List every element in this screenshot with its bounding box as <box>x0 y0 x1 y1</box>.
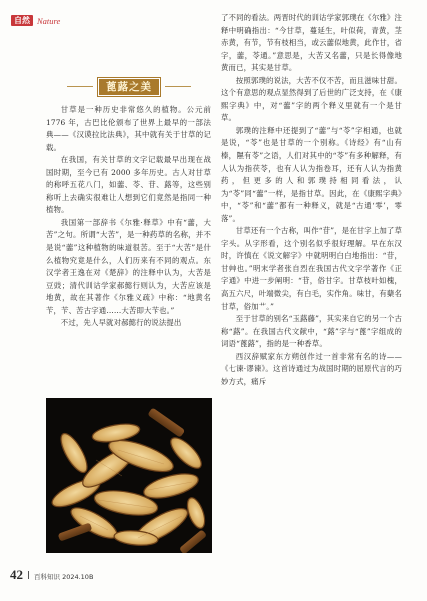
paragraph: 甘草还有一个古称，叫作“苷”，是在甘字上加了草字头。从字形看，这个别名似乎很好理解。早在东汉时，许慎在《说文解字》中就明明白白地指出：“苷，甘艸也。”明末学者张自烈在我国古代文字学著作《正字通》中进一步阐明：“苷，俗甘字。甘草枝叶如槐，高五六尺，叶端微尖，有白毛，实作角。味甘，有蘖名甘草，俗加艹。” <box>221 226 403 311</box>
page-footer <box>10 567 93 583</box>
paragraph: 不过，先人早就对郝懿行的说法提出 <box>60 318 182 328</box>
paragraph: 我国第一部辞书《尔雅·释草》中有“蘦，大苦”之句。所谓“大苦”，是一种药草的名称，并不是说“蘦”这种植物的味道很苦。至于“大苦”是什么植物究竟是什么，人们历来有不同的观点。东汉学者王逸在对《楚辞》的注释中认为，大苦是豆豉；清代训诂学家郝懿行则认为，大苦应该是地黄，故在其著作《尔雅义疏》中称：“地黄名苄，苄、苦古字通……大苦即大苄也。” <box>46 217 211 315</box>
paragraph: 至于甘草的别名“玉蕗藤”，其实来自它的另一个古称“蕗”。在我国古代文献中，“蕗”字与“蓖”字组成的词语“蓖蕗”，指的是一种香草。 <box>221 314 403 349</box>
paragraph: 西汉辞赋家东方朔创作过一首非常有名的诗——《七谏·谬谏》。这首诗通过为战国时期的屈原代言的巧妙方式，痛斥 <box>221 351 402 386</box>
right-column <box>221 12 402 388</box>
article-title: 蓖蕗之美 <box>99 79 159 95</box>
licorice-photo <box>46 398 212 553</box>
paragraph: 甘草是一种历史非常悠久的植物。公元前 1776 年，古巴比伦颁布了世界上最早的一部法典——《汉谟拉比法典》，其中就有关于甘草的记载。 <box>46 105 211 152</box>
licorice-slices-illustration <box>46 398 212 553</box>
footer-divider <box>28 571 29 579</box>
issue-label: 百科知识 2024.10B <box>34 573 94 581</box>
paragraph: 了不同的看法。两晋时代的训诂学家郭璞在《尔雅》注释中明确指出：“今甘草，蔓延生，叶似荷，青黄，茎赤黄，有节，节有枝相当，或云蘦似地黄，此作甘，省字，蘦，苓通。”意思是，大苦又名蘦，只是长得像地黄而已，其实是甘草。 <box>221 13 402 73</box>
section-label-en: Nature <box>37 15 61 26</box>
paragraph: 郭璞的注释中还提到了“蘦”与“苓”字相通，也就是说，“苓”也是甘草的一个别称。《诗经》有“山有榛，隰有苓”之语，人们对其中的“苓”有多种解释，有人认为指茯苓，也有人认为指卷耳，还有人认为指黄药，但更多的人和郭璞持相同看法，认为“苓”同“蘦”一样，是指甘草。因此，在《康熙字典》中，“苓”和“蘦”都有一种释义，就是“古通‘零’，零落”。 <box>221 125 402 223</box>
left-column <box>46 104 211 330</box>
page-number: 42 <box>10 567 23 582</box>
paragraph: 在我国，有关甘草的文字记载最早出现在战国时期，至今已有 2000 多年历史。古人对甘草的称呼五花八门，如蘦、苓、苷、蕗等，这些别称听上去确实很难让人想到它们竟然是指同一种植物。 <box>46 155 211 215</box>
section-tag <box>11 15 60 26</box>
paragraph: 按照郭璞的说法，大苦不仅不苦，而且滋味甘甜。这个有意思的观点显然得到了后世的广泛支持，在《康熙字典》中，对“蘦”字的两个释义里就有一个是甘草。 <box>221 75 402 123</box>
section-label-zh: 自然 <box>11 15 33 26</box>
